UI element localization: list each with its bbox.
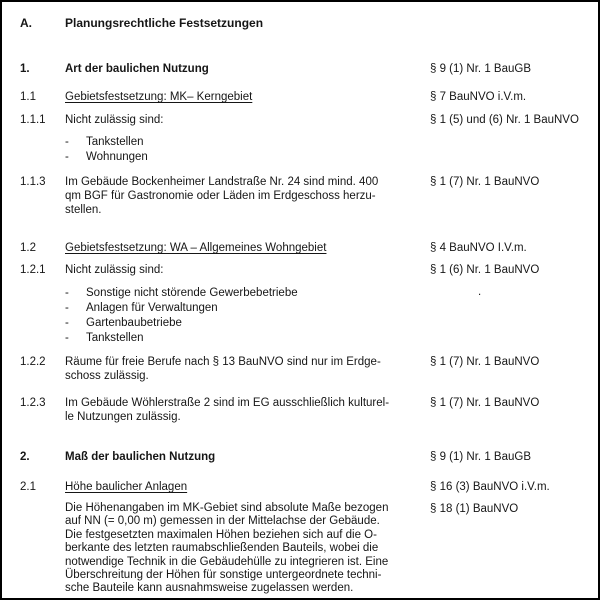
clause-2-1-paragraph-legal-reference: § 18 (1) BauNVO: [430, 503, 519, 515]
clause-1-title: Art der baulichen Nutzung: [65, 63, 209, 75]
bullet-item-text: Sonstige nicht störende Gewerbebetriebe: [86, 287, 298, 299]
text-line: notwendige Technik in die Gebäudehülle zu integrieren ist. Eine: [65, 555, 389, 568]
bullet-item: [65, 301, 430, 316]
bullet-item-text: Gartenbaubetriebe: [86, 317, 182, 329]
clause-2-title: Maß der baulichen Nutzung: [65, 451, 216, 463]
section-a-heading-row: [20, 16, 588, 31]
clause-1-2-2-row: [20, 355, 588, 383]
bullet-dash: -: [65, 136, 69, 148]
bullet-dash: -: [65, 151, 69, 163]
clause-1-1-row: [20, 90, 588, 104]
clause-1-2-3-text: [65, 396, 430, 424]
section-a-number: A.: [20, 16, 32, 30]
bullet-item: [65, 316, 430, 331]
bullet-list-items: [65, 135, 430, 165]
bullet-dash: -: [65, 317, 69, 329]
bullet-item: [65, 135, 430, 150]
clause-2-1-row: [20, 480, 588, 494]
text-line: Räume für freie Berufe nach § 13 BauNVO sind nur im Erdge-: [65, 356, 381, 368]
clause-1-1-3-row: [20, 175, 588, 217]
clause-1-2-2-number: 1.2.2: [20, 356, 46, 368]
clause-1-1-legal-reference: § 7 BauNVO i.V.m.: [430, 91, 527, 103]
text-line: Im Gebäude Wöhlerstraße 2 sind im EG ausschließlich kulturel-: [65, 397, 390, 409]
bullet-item-text: Anlagen für Verwaltungen: [86, 302, 218, 314]
text-line: le Nutzungen zulässig.: [65, 411, 181, 423]
text-line: berkante des letzten raumabschließenden Bauteils, wobei die: [65, 542, 379, 555]
section-a-title: Planungsrechtliche Festsetzungen: [65, 16, 264, 30]
clause-1-2-3-legal-reference: § 1 (7) Nr. 1 BauNVO: [430, 397, 540, 409]
text-line: Im Gebäude Bockenheimer Landstraße Nr. 24 sind mind. 400: [65, 176, 379, 188]
clause-1-2-2-legal-reference: § 1 (7) Nr. 1 BauNVO: [430, 356, 540, 368]
text-line: Die Höhenangaben im MK-Gebiet sind absolute Maße bezogen: [65, 502, 389, 514]
clause-1-1-title: Gebietsfestsetzung: MK– Kerngebiet: [65, 91, 253, 103]
clause-1-number: 1.: [20, 63, 30, 75]
clause-2-1-title: Höhe baulicher Anlagen: [65, 481, 188, 493]
clause-1-1-3-text: [65, 175, 430, 217]
scan-artifact-dot: .: [478, 286, 482, 298]
clause-1-2-2-text: [65, 355, 430, 383]
clause-2-number: 2.: [20, 451, 30, 463]
clause-1-1-3-legal-reference: § 1 (7) Nr. 1 BauNVO: [430, 176, 540, 188]
clause-1-2-1-reference-text: § 1 (6) Nr. 1 BauNVO: [430, 264, 540, 276]
clause-2-1-legal-reference: § 16 (3) BauNVO i.V.m.: [430, 481, 550, 493]
text-line: sche Bauteile kann ausnahmsweise zugelassen werden.: [65, 582, 354, 595]
clause-1-2-row: [20, 241, 588, 255]
clause-2-row: [20, 450, 588, 464]
clause-1-legal-reference: § 9 (1) Nr. 1 BauGB: [430, 63, 531, 75]
clause-1-2-title: Gebietsfestsetzung: WA – Allgemeines Wohngebiet: [65, 242, 327, 254]
bullet-dash: -: [65, 302, 69, 314]
clause-1-row: [20, 62, 588, 76]
clause-1-2-1-number: 1.2.1: [20, 264, 46, 276]
clause-1-1-1-row: [20, 113, 588, 127]
text-line: stellen.: [65, 204, 102, 216]
clause-1-1-1-number: 1.1.1: [20, 114, 46, 126]
clause-1-1-1-bullet-list: [20, 135, 588, 165]
text-line: schoss zulässig.: [65, 370, 149, 382]
clause-1-2-3-number: 1.2.3: [20, 397, 46, 409]
clause-1-2-number: 1.2: [20, 242, 36, 254]
clause-1-1-1-legal-reference: § 1 (5) und (6) Nr. 1 BauNVO: [430, 114, 579, 126]
clause-2-1-paragraph-row: [20, 502, 588, 596]
bullet-item: [65, 150, 430, 165]
clause-2-legal-reference: § 9 (1) Nr. 1 BauGB: [430, 451, 531, 463]
clause-1-1-1-text: Nicht zulässig sind:: [65, 114, 164, 126]
clause-1-2-1-text: Nicht zulässig sind:: [65, 264, 164, 276]
text-line: auf NN (= 0,00 m) gemessen in der Mittelachse der Gebäude.: [65, 515, 380, 528]
bullet-dash: -: [65, 332, 69, 344]
bullet-item: [65, 331, 430, 346]
clause-1-2-legal-reference: § 4 BauNVO I.V.m.: [430, 242, 527, 254]
bullet-dash: -: [65, 287, 69, 299]
clause-1-2-3-row: [20, 396, 588, 424]
clause-2-1-number: 2.1: [20, 481, 36, 493]
text-line: qm BGF für Gastronomie oder Läden im Erdgeschoss herzu-: [65, 190, 376, 202]
clause-1-1-number: 1.1: [20, 91, 36, 103]
bullet-item: [65, 286, 430, 301]
text-line: Die festgesetzten maximalen Höhen beziehen sich auf die O-: [65, 528, 377, 541]
clause-1-2-1-legal-reference: [430, 263, 588, 298]
bullet-list-items: [65, 286, 430, 346]
clause-1-2-1-bullet-list: [20, 286, 588, 346]
bullet-item-text: Tankstellen: [86, 332, 144, 344]
bullet-item-text: Wohnungen: [86, 151, 148, 163]
bullet-item-text: Tankstellen: [86, 136, 144, 148]
clause-2-1-paragraph-text: [65, 502, 430, 596]
text-line: Überschreitung der Höhen für sonstige untergeordnete techni-: [65, 569, 382, 582]
clause-1-1-3-number: 1.1.3: [20, 176, 46, 188]
